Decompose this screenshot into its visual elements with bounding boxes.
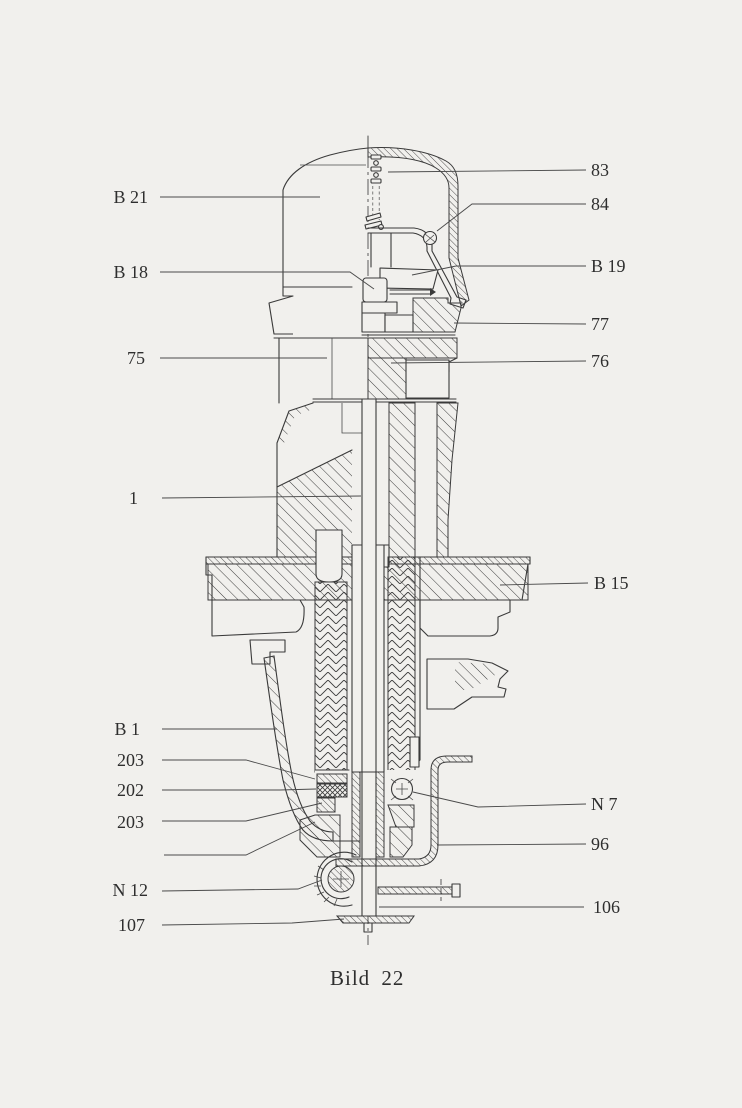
part-label-83-right0: 83 [591,160,609,180]
part-label-106-right8: 106 [593,897,620,917]
part-label-203-left5: 203 [117,750,144,770]
part-label-N7-right6: N 7 [591,794,618,814]
part-label-B21-left0: B 21 [113,187,148,207]
lower-right-bracket [427,659,508,709]
part-label-76-right4: 76 [591,351,609,371]
leader-line-right-0 [388,170,586,172]
seal-stack [300,770,349,857]
leader-line-seal-group-extra [164,822,315,855]
leader-line-right-1 [437,204,586,231]
part-label-75-left2: 75 [127,348,145,368]
part-label-77-right3: 77 [591,314,609,334]
part-label-B18-left1: B 18 [113,262,148,282]
part-label-N12-left8: N 12 [112,880,148,900]
leader-line-left-8 [162,880,322,891]
leader-line-right-3 [454,323,586,324]
leader-line-left-9 [162,919,344,925]
roller-hook-n12 [314,852,356,906]
part-label-202-left6: 202 [117,780,144,800]
part-label-84-right1: 84 [591,194,609,214]
part-label-B19-right2: B 19 [591,256,626,276]
part-label-1-left3: 1 [129,488,138,508]
figure-caption: Bild 22 [330,966,405,990]
washer-107 [337,916,414,923]
leader-line-right-7 [437,844,586,845]
body-section-76 [368,338,457,399]
part-label-B15-right5: B 15 [594,573,629,593]
collar-77 [362,298,461,338]
part-label-B1-left4: B 1 [114,719,140,739]
coupling-block-b18 [363,278,387,302]
part-label-107-left9: 107 [118,915,145,935]
bottom-plate-106 [378,879,460,901]
leader-line-right-6 [413,792,586,807]
part-label-96-right7: 96 [591,834,609,854]
part-label-203-left7: 203 [117,812,144,832]
